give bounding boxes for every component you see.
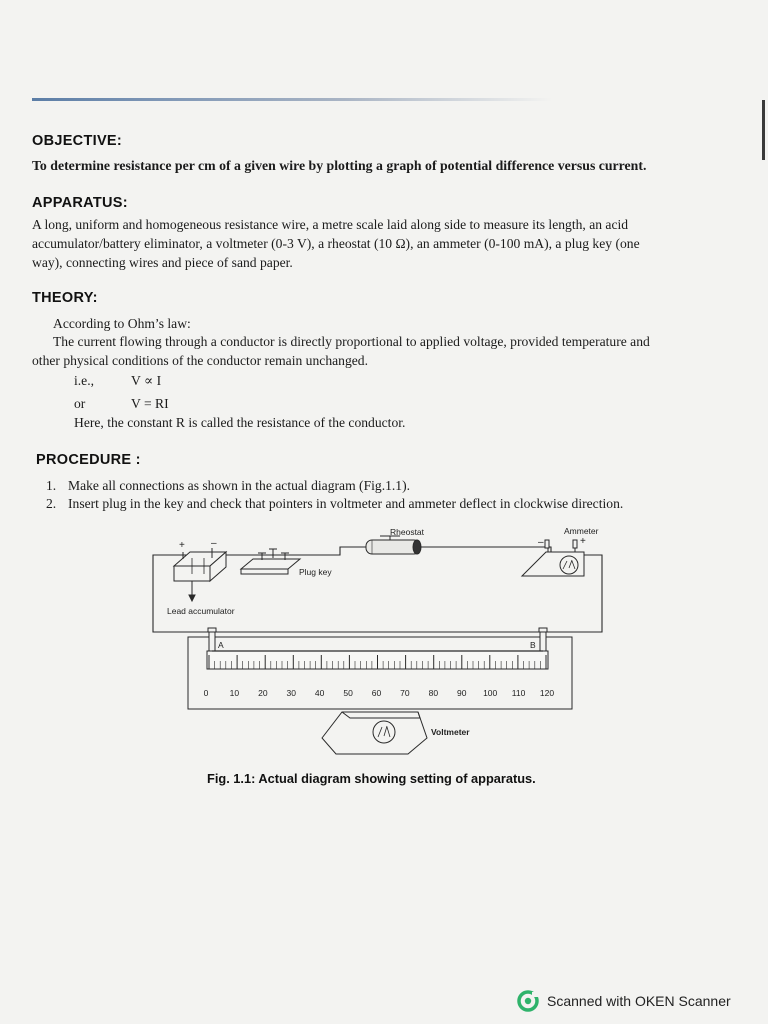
scale-label: 30 [286, 688, 296, 698]
scale-label: 40 [314, 688, 325, 698]
accumulator-plus-sign: + [179, 540, 185, 551]
apparatus-line-2: accumulator/battery eliminator, a voltmeter (0-3 V), a rheostat (10 Ω), an ammeter (0-100 mA), a plug key (one [32, 236, 640, 251]
metre-scale [188, 637, 572, 709]
scale-label: 10 [229, 688, 240, 698]
scale-label: 20 [258, 688, 268, 698]
procedure-heading: PROCEDURE : [36, 452, 141, 468]
step-1-number: 1. [46, 478, 57, 493]
apparatus-heading: APPARATUS: [32, 195, 128, 211]
oken-scanner-logo-icon [517, 990, 539, 1012]
voltmeter-label: Voltmeter [431, 727, 470, 737]
point-b-label: B [530, 640, 536, 650]
ammeter-plus-sign: + [580, 536, 586, 547]
or-label: or [74, 396, 86, 411]
theory-heading: THEORY: [32, 290, 98, 306]
theory-line-2: other physical conditions of the conductor remain unchanged. [32, 353, 368, 368]
step-1-text: Make all connections as shown in the actual diagram (Fig.1.1). [68, 478, 411, 493]
ie-label: i.e., [74, 373, 95, 388]
step-2-text: Insert plug in the key and check that pointers in voltmeter and ammeter deflect in clockwise direction. [68, 496, 624, 511]
scale-label: 100 [483, 688, 498, 698]
terminal-a [208, 628, 216, 651]
terminal-b [539, 628, 547, 651]
theory-line-1: The current flowing through a conductor is directly proportional to applied voltage, provided temperature and [53, 334, 650, 349]
scale-label: 60 [371, 688, 382, 698]
step-2-number: 2. [46, 496, 57, 511]
plug-key [241, 549, 300, 574]
scale-label: 90 [457, 688, 467, 698]
lead-accumulator [174, 548, 226, 601]
scale-label: 0 [203, 688, 209, 698]
point-a-label: A [218, 640, 224, 650]
scale-label: 110 [511, 688, 526, 698]
scale-label: 80 [428, 688, 439, 698]
objective-text: To determine resistance per cm of a given wire by plotting a graph of potential difference versus current. [32, 158, 647, 173]
objective-heading: OBJECTIVE: [32, 133, 123, 149]
theory-intro: According to Ohm’s law: [53, 316, 191, 331]
plug-key-label: Plug key [299, 567, 332, 577]
apparatus-line-1: A long, uniform and homogeneous resistance wire, a metre scale laid along side to measure its length, an acid [32, 217, 629, 232]
scale-label: 50 [343, 688, 353, 698]
scanner-watermark [517, 990, 731, 1012]
figure-caption: Fig. 1.1: Actual diagram showing setting of apparatus. [207, 771, 536, 786]
accumulator-minus-sign: – [211, 538, 217, 549]
scale-label: 70 [400, 688, 410, 698]
apparatus-line-3: way), connecting wires and piece of sand paper. [32, 255, 293, 270]
or-formula: V = RI [131, 396, 169, 411]
lead-accumulator-label: Lead accumulator [167, 606, 235, 616]
voltmeter [322, 712, 427, 754]
rheostat [366, 536, 421, 554]
ie-formula: V ∝ I [131, 373, 162, 388]
rheostat-label: Rheostat [390, 527, 425, 537]
ammeter-label: Ammeter [564, 526, 599, 536]
ammeter-minus-sign: – [538, 537, 544, 548]
scale-label: 120 [539, 688, 555, 698]
ammeter [522, 540, 584, 576]
scanner-watermark-text: Scanned with OKEN Scanner [547, 993, 731, 1009]
theory-note: Here, the constant R is called the resistance of the conductor. [74, 415, 406, 430]
